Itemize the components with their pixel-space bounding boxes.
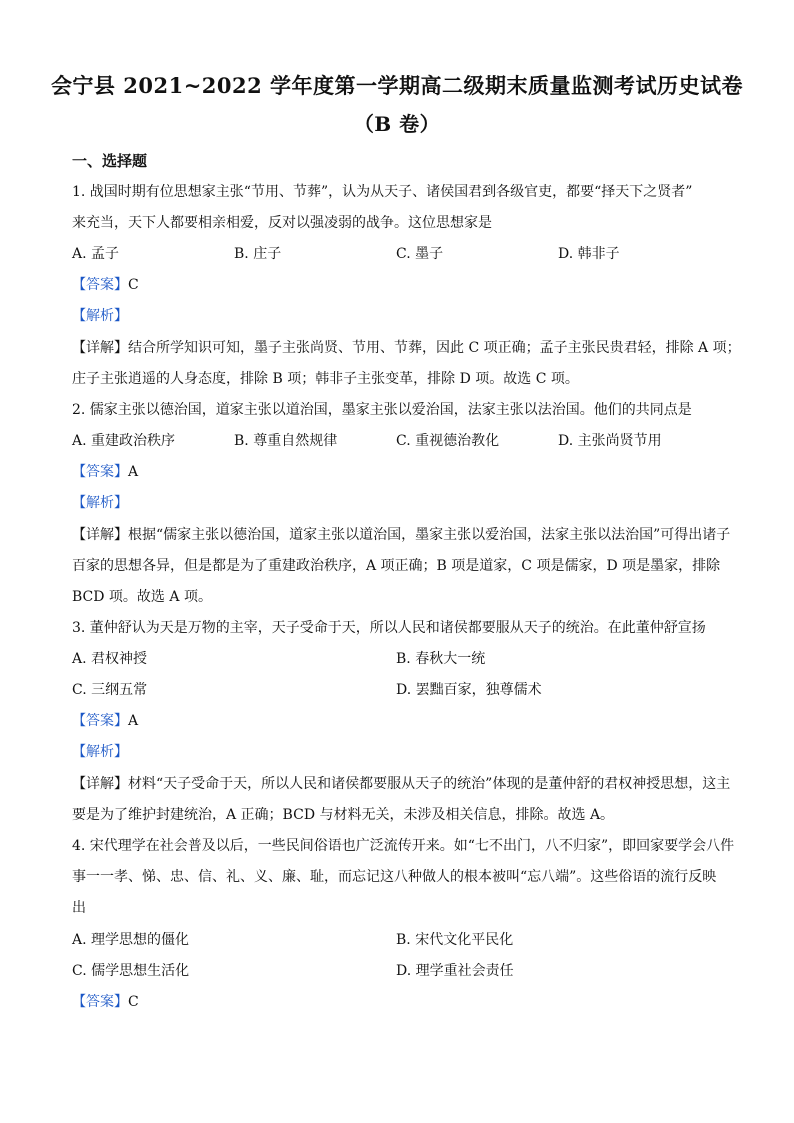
q3-option-a: A. 君权神授 bbox=[72, 651, 148, 667]
answer-tag: 【答案】 bbox=[72, 277, 128, 293]
page-subtitle: （B 卷） bbox=[353, 112, 441, 136]
detail-tag: 【详解】 bbox=[72, 776, 128, 792]
q3-option-b: B. 春秋大一统 bbox=[396, 651, 486, 667]
q1-analysis bbox=[72, 306, 732, 326]
analysis-tag: 【解析】 bbox=[72, 495, 128, 511]
section-heading: 一、选择题 bbox=[72, 152, 148, 170]
q3-answer-value: A bbox=[128, 713, 139, 729]
q4-option-b: B. 宋代文化平民化 bbox=[396, 932, 514, 948]
q1-stem-line1: 1. 战国时期有位思想家主张“节用、节葬”，认为从天子、诸侯国君到各级官吏，都要“择天下之贤者” bbox=[72, 184, 693, 200]
q1-detail-line1 bbox=[72, 338, 741, 358]
analysis-tag: 【解析】 bbox=[72, 744, 128, 760]
detail-tag: 【详解】 bbox=[72, 527, 128, 543]
q4-stem-line2: 事一一孝、悌、忠、信、礼、义、廉、耻，而忘记这八种做人的根本被叫“忘八端”。这些俗语的流行反映 bbox=[72, 869, 717, 885]
q4-answer-value: C bbox=[128, 994, 139, 1010]
q1-option-b: B. 庄子 bbox=[234, 246, 282, 262]
q2-detail-text1: 根据“儒家主张以德治国，道家主张以道治国，墨家主张以爱治国，法家主张以法治国”可得出诸子 bbox=[128, 527, 731, 543]
q3-analysis bbox=[72, 742, 732, 762]
q2-detail-line2: 百家的思想各异，但是都是为了重建政治秩序，A 项正确；B 项是道家，C 项是儒家，D 项是墨家，排除 bbox=[72, 558, 721, 574]
q2-option-c: C. 重视德治教化 bbox=[396, 433, 500, 449]
q4-option-a: A. 理学思想的僵化 bbox=[72, 932, 190, 948]
q3-stem-line1: 3. 董仲舒认为天是万物的主宰，天子受命于天，所以人民和诸侯都要服从天子的统治。在此董仲舒宣扬 bbox=[72, 620, 706, 636]
q2-analysis bbox=[72, 493, 732, 513]
q2-option-b: B. 尊重自然规律 bbox=[234, 433, 338, 449]
q1-option-d: D. 韩非子 bbox=[558, 246, 620, 262]
q2-option-d: D. 主张尚贤节用 bbox=[558, 433, 662, 449]
q1-answer-value: C bbox=[128, 277, 139, 293]
q1-detail-text1: 结合所学知识可知，墨子主张尚贤、节用、节葬，因此 C 项正确；孟子主张民贵君轻，排除 A 项； bbox=[128, 340, 741, 356]
q3-detail-line2: 要是为了维护封建统治，A 正确；BCD 与材料无关，未涉及相关信息，排除。故选 A。 bbox=[72, 807, 615, 823]
q1-stem-line2: 来充当，天下人都要相亲相爱，反对以强凌弱的战争。这位思想家是 bbox=[72, 215, 492, 231]
page-title: 会宁县 2021~2022 学年度第一学期高二级期末质量监测考试历史试卷 bbox=[50, 73, 744, 98]
q2-stem-line1: 2. 儒家主张以德治国，道家主张以道治国，墨家主张以爱治国，法家主张以法治国。他们的共同点是 bbox=[72, 402, 692, 418]
detail-tag: 【详解】 bbox=[72, 340, 128, 356]
q3-detail-line1 bbox=[72, 774, 732, 794]
answer-tag: 【答案】 bbox=[72, 994, 128, 1010]
q1-answer bbox=[72, 275, 732, 295]
q1-option-c: C. 墨子 bbox=[396, 246, 444, 262]
answer-tag: 【答案】 bbox=[72, 464, 128, 480]
q2-detail-line1 bbox=[72, 525, 732, 545]
q2-option-a: A. 重建政治秩序 bbox=[72, 433, 176, 449]
q1-detail-line2: 庄子主张逍遥的人身态度，排除 B 项；韩非子主张变革，排除 D 项。故选 C 项。 bbox=[72, 371, 579, 387]
q3-option-d: D. 罢黜百家，独尊儒术 bbox=[396, 682, 542, 698]
q4-option-d: D. 理学重社会责任 bbox=[396, 963, 514, 979]
q1-option-a: A. 孟子 bbox=[72, 246, 120, 262]
q4-option-c: C. 儒学思想生活化 bbox=[72, 963, 190, 979]
q3-option-c: C. 三纲五常 bbox=[72, 682, 148, 698]
q2-answer bbox=[72, 462, 732, 482]
q4-stem-line3: 出 bbox=[72, 900, 86, 916]
q3-answer bbox=[72, 711, 732, 731]
analysis-tag: 【解析】 bbox=[72, 308, 128, 324]
q3-detail-text1: 材料“天子受命于天，所以人民和诸侯都要服从天子的统治”体现的是董仲舒的君权神授思想，这主 bbox=[128, 776, 731, 792]
q2-answer-value: A bbox=[128, 464, 139, 480]
q4-answer bbox=[72, 992, 732, 1012]
q4-stem-line1: 4. 宋代理学在社会普及以后，一些民间俗语也广泛流传开来。如“七不出门，八不归家”，即回家要学会八件 bbox=[72, 838, 735, 854]
answer-tag: 【答案】 bbox=[72, 713, 128, 729]
q2-detail-line3: BCD 项。故选 A 项。 bbox=[72, 589, 212, 605]
